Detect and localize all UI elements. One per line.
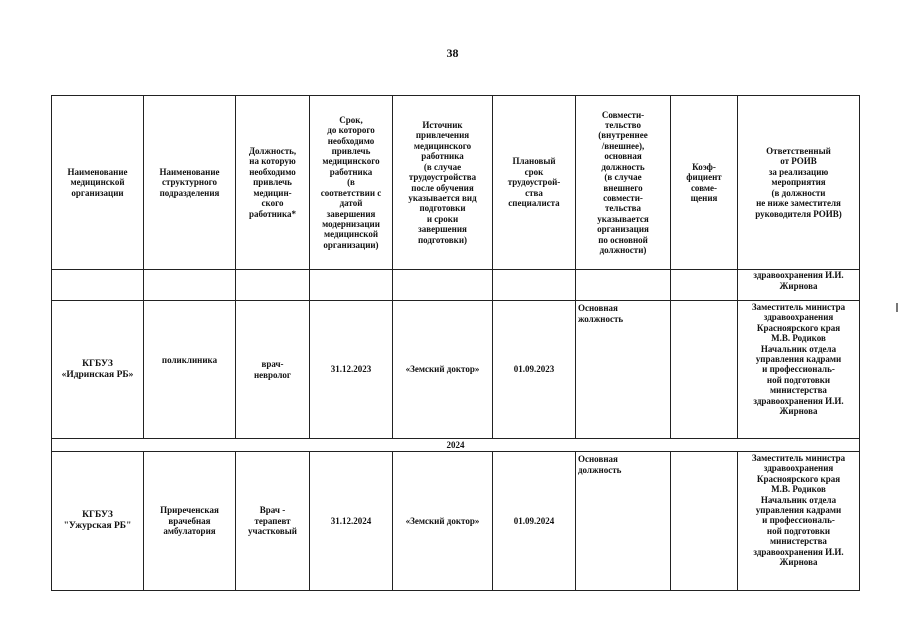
table-cell: [236, 270, 310, 301]
cell-source: «Земский доктор»: [393, 301, 493, 439]
table-cell: [310, 270, 393, 301]
staffing-table: [51, 95, 860, 591]
header-planned-date: Плановый срок трудоустрой- ства специалиста: [493, 96, 576, 270]
header-row: [52, 96, 860, 270]
cell-responsible: Заместитель министра здравоохранения Красноярского края М.В. Родиков Начальник отдела управления кадрами и профессиональ- ной подготовки министерства здравоохранения И.И. Жирнова: [738, 452, 860, 591]
table-row: [52, 452, 860, 591]
header-division: Наименование структурного подразделения: [144, 96, 236, 270]
table-cell: [393, 270, 493, 301]
continuation-row: [52, 270, 860, 301]
year-label: 2024: [52, 439, 860, 452]
table-cell: [144, 270, 236, 301]
cell-source: «Земский доктор»: [393, 452, 493, 591]
year-row: [52, 439, 860, 452]
table-cell: [493, 270, 576, 301]
table-row: [52, 301, 860, 439]
cell-planned-date: 01.09.2024: [493, 452, 576, 591]
cell-deadline: 31.12.2024: [310, 452, 393, 591]
cell-planned-date: 01.09.2023: [493, 301, 576, 439]
cell-position: Врач - терапевт участковый: [236, 452, 310, 591]
header-deadline: Срок, до которого необходимо привлечь медицинского работника (в соответствии с датой завершения модернизации медицинской организации): [310, 96, 393, 270]
margin-mark: [896, 303, 898, 312]
header-organization: Наименование медицинской организации: [52, 96, 144, 270]
cell-division: Приреченская врачебная амбулатория: [144, 452, 236, 591]
header-responsible: Ответственный от РОИВ за реализацию мероприятия (в должности не ниже заместителя руководителя РОИВ): [738, 96, 860, 270]
header-source: Источник привлечения медицинского работника (в случае трудоустройства после обучения указывается вид подготовки и сроки завершения подготовки): [393, 96, 493, 270]
table-cell: [671, 270, 738, 301]
cell-position: врач- невролог: [236, 301, 310, 439]
cell-coefficient: [671, 301, 738, 439]
cell-combination: Основная должность: [576, 452, 671, 591]
header-position: Должность, на которую необходимо привлечь медицин- ского работника*: [236, 96, 310, 270]
cell-responsible: Заместитель министра здравоохранения Красноярского края М.В. Родиков Начальник отдела управления кадрами и профессиональ- ной подготовки министерства здравоохранения И.И. Жирнова: [738, 301, 860, 439]
table-cell: [576, 270, 671, 301]
cell-organization: КГБУЗ "Ужурская РБ": [52, 452, 144, 591]
header-combination: Совмести- тельство (внутреннее /внешнее), основная должность (в случае внешнего совмести- тельства указывается организация по основной должности): [576, 96, 671, 270]
cell-coefficient: [671, 452, 738, 591]
page-number: 38: [446, 46, 459, 60]
cell-organization: КГБУЗ «Идринская РБ»: [52, 301, 144, 439]
header-coefficient: Коэф- фициент совме- щения: [671, 96, 738, 270]
table-cell: [52, 270, 144, 301]
cell-division: поликлиника: [144, 301, 236, 439]
cell-deadline: 31.12.2023: [310, 301, 393, 439]
continuation-cell: здравоохранения И.И. Жирнова: [738, 270, 860, 301]
cell-combination: Основная жолжность: [576, 301, 671, 439]
